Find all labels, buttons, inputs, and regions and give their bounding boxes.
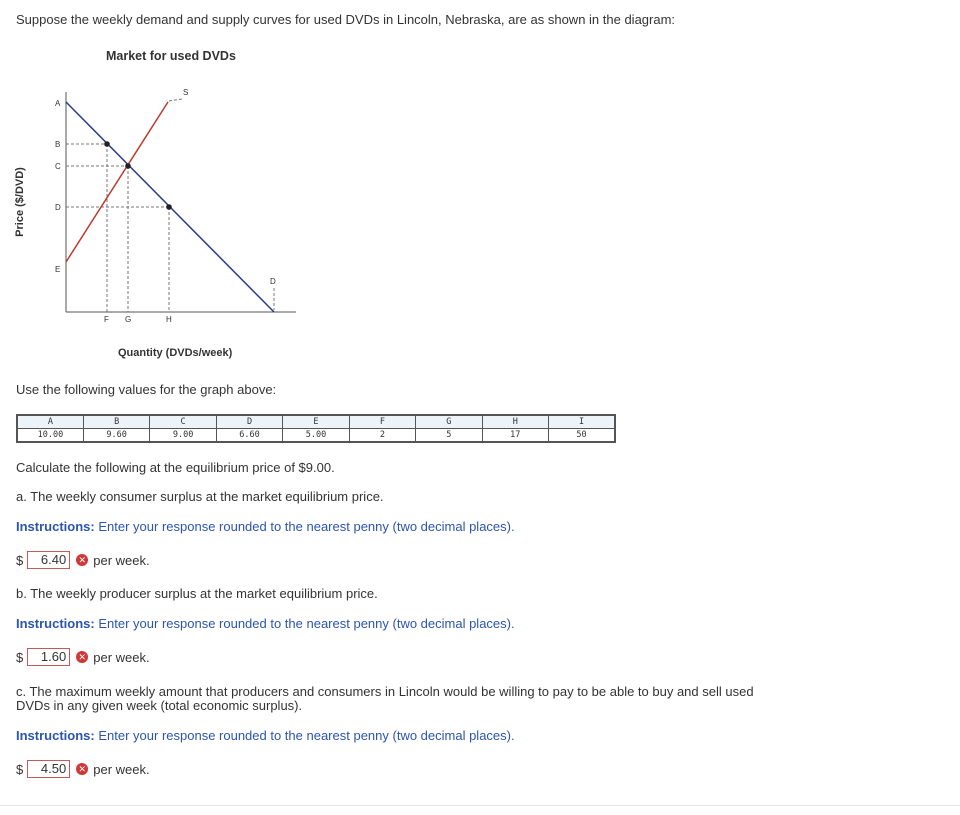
table-header-cell: E — [283, 415, 349, 429]
y-tick-b: B — [55, 140, 61, 149]
supply-dashed-ext — [169, 99, 182, 101]
question-c-answer-row — [16, 759, 150, 779]
unit-label: per week. — [93, 552, 150, 568]
calc-text: Calculate the following at the equilibrium price of $9.00. — [16, 460, 335, 475]
table-header-cell: F — [349, 415, 415, 429]
question-b-answer-row — [16, 647, 150, 667]
table-value-cell: 5.00 — [283, 429, 349, 443]
unit-label: per week. — [93, 649, 150, 665]
table-header-row — [17, 415, 615, 429]
table-value-cell: 17 — [482, 429, 548, 443]
table-value-cell: 2 — [349, 429, 415, 443]
x-axis-title: Quantity (DVDs/week) — [118, 347, 233, 359]
table-header-cell: B — [83, 415, 149, 429]
use-values-text: Use the following values for the graph above: — [16, 382, 277, 397]
x-tick-g: G — [125, 315, 132, 324]
answer-b-input[interactable]: 1.60 — [27, 648, 70, 666]
currency-symbol: $ — [16, 649, 24, 665]
table-header-cell: A — [17, 415, 83, 429]
demand-label: D — [270, 277, 276, 286]
point-h — [166, 204, 172, 210]
incorrect-x-icon: ✕ — [76, 763, 88, 775]
point-b — [104, 141, 110, 147]
table-value-cell: 9.00 — [150, 429, 216, 443]
instructions-label: Instructions: — [16, 616, 95, 631]
graph-title: Market for used DVDs — [106, 49, 236, 63]
instructions-label: Instructions: — [16, 728, 95, 743]
currency-symbol: $ — [16, 761, 24, 777]
incorrect-x-icon: ✕ — [76, 554, 88, 566]
supply-label: S — [183, 88, 189, 97]
table-value-cell: 10.00 — [17, 429, 83, 443]
table-value-cell: 5 — [416, 429, 482, 443]
question-a-text: a. The weekly consumer surplus at the market equilibrium price. — [16, 489, 384, 504]
table-value-cell: 6.60 — [216, 429, 282, 443]
question-a-answer-row — [16, 550, 150, 570]
question-a-instructions — [16, 519, 515, 534]
currency-symbol: $ — [16, 552, 24, 568]
instructions-text: Enter your response rounded to the nearest penny (two decimal places). — [98, 616, 515, 631]
x-tick-f: F — [104, 315, 109, 324]
instructions-text: Enter your response rounded to the nearest penny (two decimal places). — [98, 519, 515, 534]
table-header-cell: H — [482, 415, 548, 429]
question-c-instructions — [16, 728, 515, 743]
y-tick-e: E — [55, 265, 61, 274]
equilibrium-point — [125, 163, 131, 169]
table-header-cell: C — [150, 415, 216, 429]
unit-label: per week. — [93, 761, 150, 777]
question-b-text: b. The weekly producer surplus at the market equilibrium price. — [16, 586, 378, 601]
answer-c-input[interactable]: 4.50 — [27, 760, 70, 778]
y-tick-c: C — [55, 162, 61, 171]
incorrect-x-icon: ✕ — [76, 651, 88, 663]
question-c-text-line1: c. The maximum weekly amount that producers and consumers in Lincoln would be willing to pay to be able to buy and sell used — [16, 684, 754, 699]
y-tick-d: D — [55, 203, 61, 212]
answer-a-input[interactable]: 6.40 — [27, 551, 70, 569]
question-b-instructions — [16, 616, 515, 631]
instructions-label: Instructions: — [16, 519, 95, 534]
y-axis-title: Price ($/DVD) — [14, 167, 26, 237]
table-header-cell: G — [416, 415, 482, 429]
x-tick-h: H — [166, 315, 172, 324]
instructions-text: Enter your response rounded to the nearest penny (two decimal places). — [98, 728, 515, 743]
table-value-cell: 9.60 — [83, 429, 149, 443]
table-header-cell: D — [216, 415, 282, 429]
values-table — [16, 414, 616, 443]
y-tick-a: A — [55, 99, 61, 108]
table-values-row — [17, 429, 615, 443]
table-header-cell: I — [549, 415, 616, 429]
table-value-cell: 50 — [549, 429, 616, 443]
intro-text: Suppose the weekly demand and supply curves for used DVDs in Lincoln, Nebraska, are as shown in the diagram: — [16, 12, 676, 27]
bottom-divider — [0, 805, 960, 806]
supply-curve — [66, 102, 168, 262]
question-c-text-line2: DVDs in any given week (total economic surplus). — [16, 698, 303, 713]
